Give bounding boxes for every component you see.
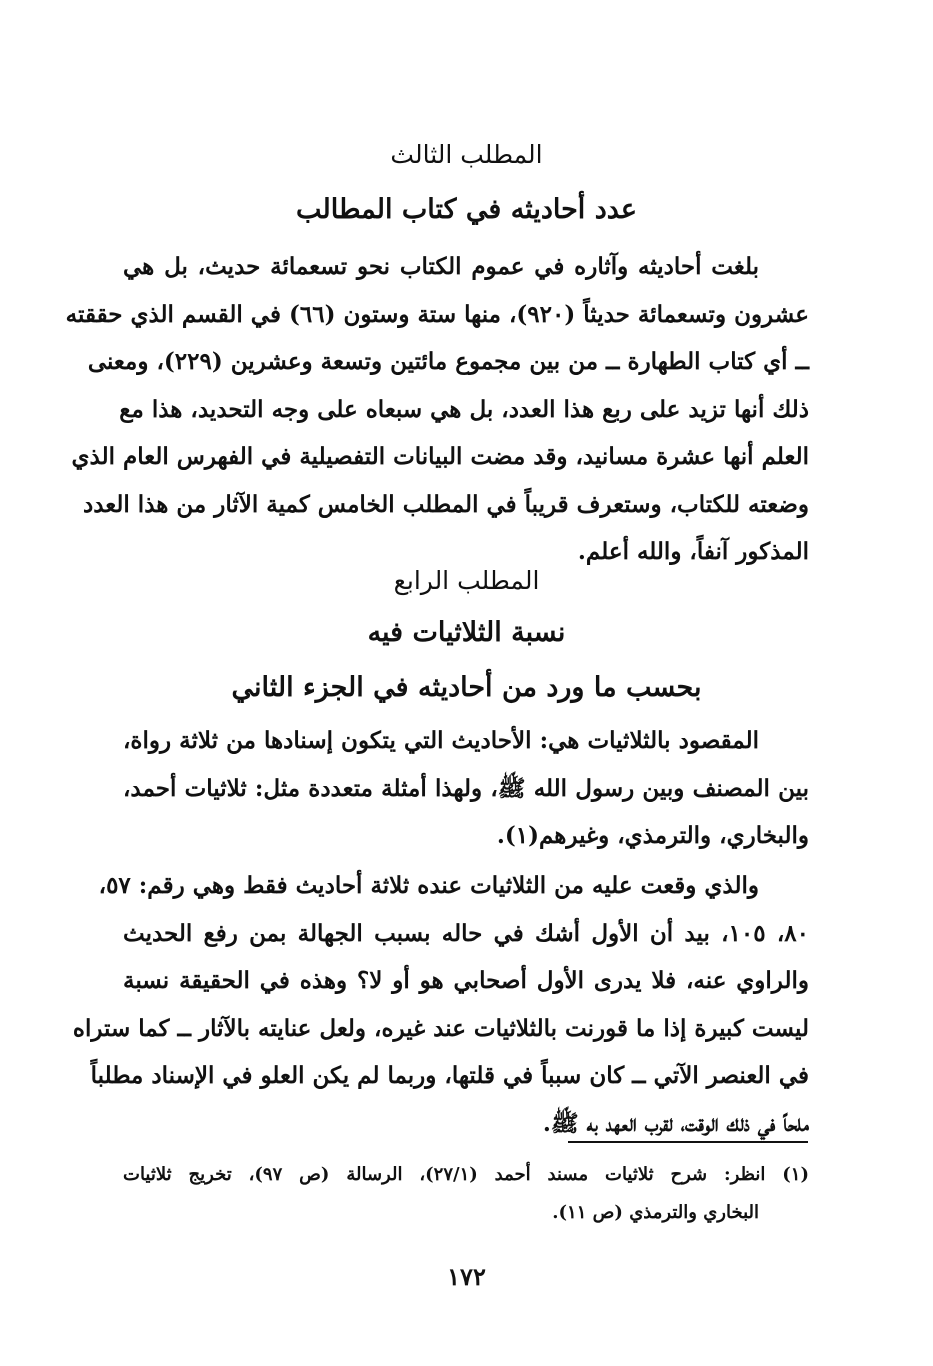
section-3-subtitle: عدد أحاديثه في كتاب المطالب [296,194,637,225]
paragraph-line: ــ أي كتاب الطهارة ــ من بين مجموع مائتين وتسعة وعشرين (٢٢٩)، ومعنى [87,348,809,375]
section-4-paragraph-2 [72,862,809,1147]
paragraph-line: والذي وقعت عليه من الثلاثيات عنده ثلاثة أحاديث فقط وهي رقم: ٥٧، [98,872,759,899]
paragraph-line: عشرون وتسعمائة حديثاً (٩٢٠)، منها ستة وستون (٦٦) في القسم الذي حققته [65,300,809,328]
page-number: ١٧٢ [447,1262,486,1291]
footnote-separator [568,1141,808,1143]
section-4-title: المطلب الرابع [393,566,540,595]
section-4-paragraph-1 [123,717,809,860]
paragraph-line: في العنصر الآتي ــ كان سبباً في قلتها، وربما لم يكن العلو في الإسناد مطلباً [90,1062,809,1089]
section-4-subtitle-2: بحسب ما ورد من أحاديثه في الجزء الثاني [231,672,702,703]
footnote [123,1156,809,1232]
paragraph-line: ذلك أنها تزيد على ربع هذا العدد، بل هي سبعاه على وجه التحديد، هذا مع [119,395,809,423]
paragraph-line: العلم أنها عشرة مسانيد، وقد مضت البيانات التفصيلية في الفهرس العام الذي [71,443,809,470]
paragraph-line: ليست كبيرة إذا ما قورنت بالثلاثيات عند غيره، ولعل عنايته بالآثار ــ كما ستراه [72,1014,809,1042]
paragraph-line: والبخاري، والترمذي، وغيرهم(١). [496,822,809,849]
footnote-line: البخاري والترمذي (ص ١١). [552,1202,759,1223]
paragraph-line: المذكور آنفاً، والله أعلم. [577,538,809,565]
paragraph-line: والراوي عنه، فلا يدرى الأول أصحابي هو أو لا؟ وهذه في الحقيقة نسبة [123,967,809,994]
section-4-subtitle: نسبة الثلاثيات فيه [367,617,566,648]
paragraph-line: بين المصنف وبين رسول الله ﷺ، ولهذا أمثلة متعددة مثل: ثلاثيات أحمد، [123,774,809,802]
paragraph-line: وضعته للكتاب، وستعرف قريباً في المطلب الخامس كمية الآثار من هذا العدد [82,490,809,518]
paragraph-line: بلغت أحاديثه وآثاره في عموم الكتاب نحو تسعمائة حديث، بل هي [123,253,759,280]
section-3-paragraph [65,243,809,576]
paragraph-line: ٨٠، ١٠٥، بيد أن الأول أشك في حاله بسبب الجهالة بمن رفع الحديث [123,919,809,947]
paragraph-line: ملحاً في ذلك الوقت، لقرب العهد به ﷺ. [542,1109,809,1137]
footnote-line: (١) انظر: شرح ثلاثيات مسند أحمد (٢٧/١)، الرسالة (ص ٩٧)، تخريج ثلاثيات [123,1164,809,1185]
section-3-title: المطلب الثالث [390,140,543,169]
paragraph-line: المقصود بالثلاثيات هي: الأحاديث التي يتكون إسنادها من ثلاثة رواة، [123,727,760,754]
